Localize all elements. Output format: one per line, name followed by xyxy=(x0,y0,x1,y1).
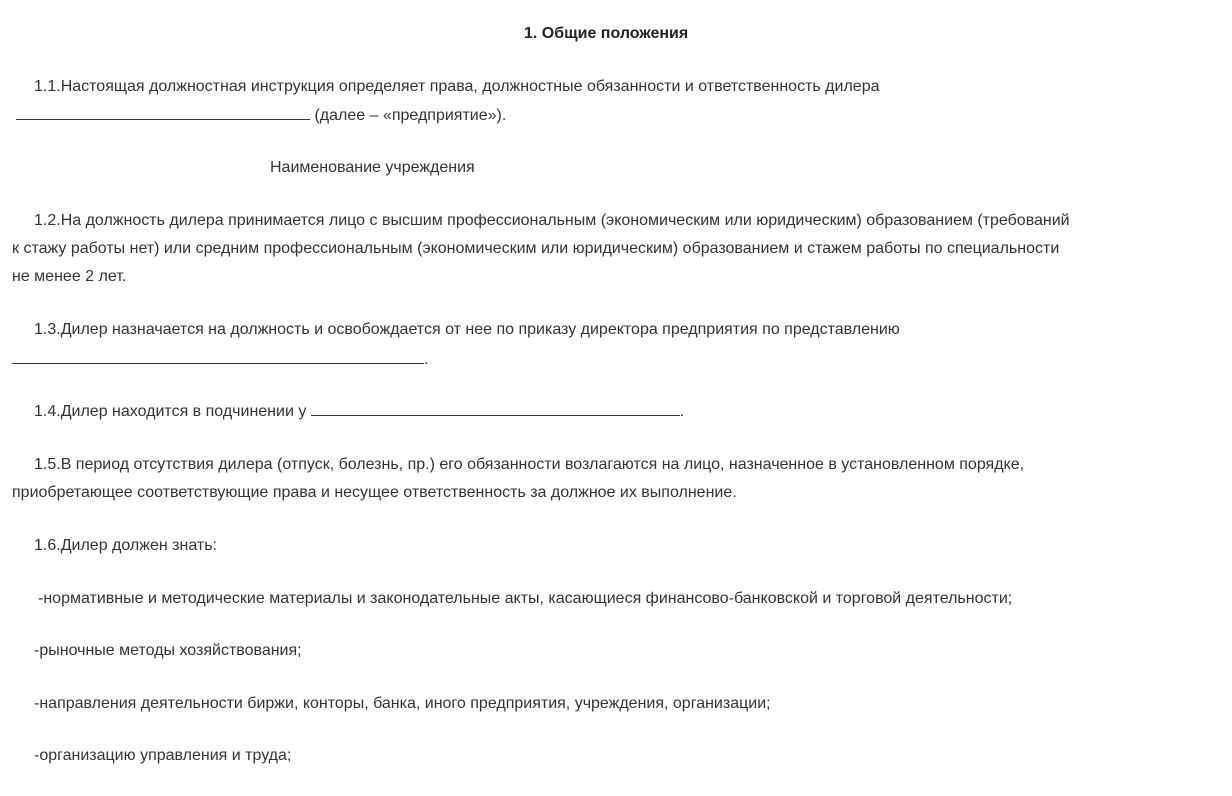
clause-1-1-line-2 xyxy=(16,105,506,126)
blank-caption: Наименование учреждения xyxy=(270,159,475,176)
knowledge-item: -организацию управления и труда; xyxy=(34,747,292,764)
clause-1-6-intro: 1.6.Дилер должен знать: xyxy=(34,537,217,554)
clause-1-4-text: 1.4.Дилер находится в подчинении у xyxy=(34,403,311,420)
clause-1-4 xyxy=(34,401,684,422)
knowledge-item: -рыночные методы хозяйствования; xyxy=(34,642,302,659)
clause-1-1-line-1: 1.1.Настоящая должностная инструкция определяет права, должностные обязанности и ответственность дилера xyxy=(34,78,880,95)
clause-1-3-line-2 xyxy=(12,349,428,370)
clause-1-2-line-3: не менее 2 лет. xyxy=(12,268,127,285)
knowledge-item: -нормативные и методические материалы и законодательные акты, касающиеся финансово-банковской и торговой деятельности; xyxy=(38,590,1013,607)
supervisor-blank[interactable] xyxy=(311,401,680,416)
clause-1-5-line-1: 1.5.В период отсутствия дилера (отпуск, болезнь, пр.) его обязанности возлагаются на лицо, назначенное в установленном порядке, xyxy=(34,456,1025,473)
knowledge-item: -направления деятельности биржи, конторы, банка, иного предприятия, учреждения, организации; xyxy=(34,695,771,712)
institution-name-blank[interactable] xyxy=(16,105,310,120)
clause-1-4-period: . xyxy=(679,403,685,420)
clause-1-3-period: . xyxy=(424,351,429,368)
clause-1-3-line-1: 1.3.Дилер назначается на должность и освобождается от нее по приказу директора предприятия по представлению xyxy=(34,321,900,338)
clause-1-5-line-2: приобретающее соответствующие права и несущее ответственность за должное их выполнение. xyxy=(12,484,737,501)
section-title: 1. Общие положения xyxy=(524,25,689,42)
clause-1-1-tail: (далее – «предприятие»). xyxy=(310,107,507,124)
clause-1-2-line-2: к стажу работы нет) или средним профессиональным (экономическим или юридическим) образованием и стажем работы по специальности xyxy=(12,240,1060,257)
clause-1-2-line-1: 1.2.На должность дилера принимается лицо с высшим профессиональным (экономическим или юридическим) образованием (требований xyxy=(34,212,1070,229)
representation-blank[interactable] xyxy=(12,349,424,364)
